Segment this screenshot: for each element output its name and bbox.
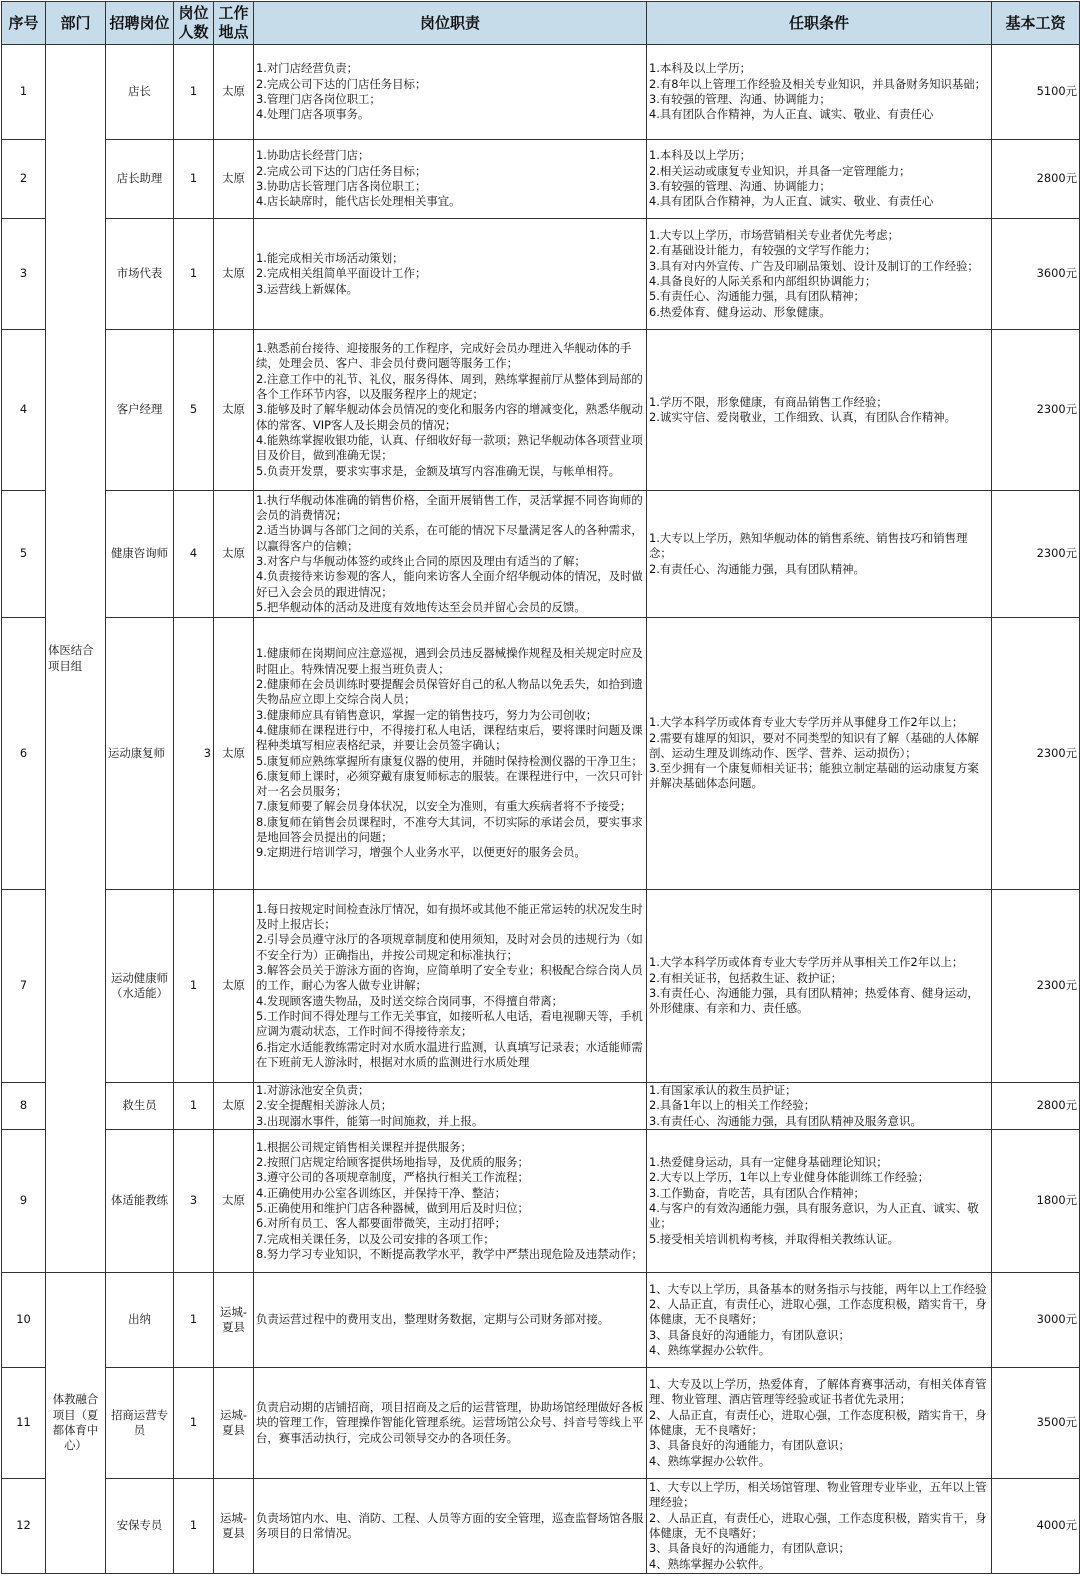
requirement-line: 2、人品正直，有责任心，进取心强，工作态度积极，踏实肯干，身体健康，无不良嗜好； [649, 1297, 987, 1327]
location-cell: 太原 [214, 219, 254, 330]
header-salary: 基本工资 [992, 2, 1080, 45]
duty-line: 9.定期进行培训学习，增强个人业务水平，以便更好的服务会员。 [256, 845, 586, 860]
header-position: 招聘岗位 [106, 2, 174, 45]
table-header-row [2, 2, 1080, 45]
requirement-line: 3.有责任心、沟通能力强，具有团队精神；热爱体育、健身运动，外形健康、有亲和力、责任感。 [649, 986, 979, 1016]
table-row [2, 330, 1080, 491]
requirement-line: 5.接受相关培训机构考核，并取得相关教练认证。 [649, 1231, 900, 1246]
requirements-cell [647, 1130, 992, 1273]
requirement-line: 4.与客户的有效沟通能力强，具有服务意识，为人正直、诚实、敬业； [649, 1201, 979, 1231]
location-cell: 太原 [214, 330, 254, 491]
requirements-cell [647, 1273, 992, 1368]
requirement-line: 2、人品正直，有责任心，进取心强，工作态度积极，踏实肯干，身体健康，无不良嗜好； [649, 1510, 987, 1540]
seq-cell: 3 [2, 219, 46, 330]
requirement-line: 1.本科及以上学历； [649, 148, 751, 163]
duty-line: 1.执行华舰动体准确的销售价格，全面开展销售工作，灵活掌握不同咨询师的会员的消费情况； [256, 492, 643, 523]
requirement-line: 4.具有团队合作精神，为人正直、诚实、敬业、有责任心 [649, 194, 934, 209]
requirement-line: 4.具备良好的人际关系和内部组织协调能力； [649, 274, 877, 288]
requirement-line: 1.大专以上学历，市场营销相关专业者优先考虑； [649, 228, 900, 243]
duty-line: 3.运营线上新媒体。 [256, 281, 358, 296]
table-row [2, 618, 1080, 890]
duty-line: 3.解答会员关于游泳方面的咨询，应简单明了安全专业；积极配合综合岗人员的工作，耐心为客人做专业讲解； [256, 963, 643, 993]
requirement-line: 3.有责任心、沟通能力强，具有团队精神及服务意识。 [649, 1113, 922, 1128]
duty-line: 6.对所有员工、客人都要面带微笑，主动打招呼； [256, 1216, 507, 1231]
requirement-line: 1、大专及以上学历，热爱体育，了解体育赛事活动，有相关体育管理、物业管理、酒店管理等经验或证书者优先录用； [649, 1377, 987, 1407]
table-row [2, 1273, 1080, 1368]
count-cell: 1 [174, 890, 214, 1083]
table-row [2, 1130, 1080, 1273]
table-row [2, 1083, 1080, 1130]
duty-line: 7.康复师要了解会员身体状况，以安全为准则，有重大疾病者将不予接受； [256, 799, 632, 814]
duty-line: 5.负责开发票，要求实事求是，金额及填写内容准确无误，与帐单相符。 [256, 463, 620, 478]
requirement-line: 2、人品正直，有责任心，进取心强，工作态度积极，踏实肯干，身体健康，无不良嗜好； [649, 1407, 987, 1437]
position-cell: 运动康复师 [106, 618, 174, 890]
salary-cell: 5100元 [992, 45, 1080, 140]
count-cell: 4 [174, 491, 214, 618]
seq-cell: 12 [2, 1479, 46, 1574]
duty-line: 4.健康师在课程进行中，不得接打私人电话，课程结束后，要将课时问题及课程种类填写相应表格纪录，并要让会员签字确认； [256, 722, 643, 753]
header-location: 工作地点 [214, 2, 254, 45]
count-cell: 1 [174, 140, 214, 219]
position-cell: 店长 [106, 45, 174, 140]
duty-line: 负责运营过程中的费用支出，整理财务数据，定期与公司财务部对接。 [256, 1312, 610, 1327]
table-row [2, 219, 1080, 330]
requirement-line: 2.有基础设计能力，有较强的文学写作能力； [649, 243, 877, 258]
requirement-line: 2.需要有雄厚的知识，要对不同类型的知识有了解（基础的人体解剖、运动生理及训练动作、医学、营养、运动损伤）； [649, 730, 979, 760]
duty-line: 1.对门店经营负责； [256, 61, 358, 76]
duties-cell [254, 330, 647, 491]
requirement-line: 3.有较强的管理、沟通、协调能力； [649, 92, 831, 106]
duties-cell [254, 890, 647, 1083]
header-dept: 部门 [46, 2, 106, 45]
location-cell: 运城-夏县 [214, 1273, 254, 1368]
location-cell: 太原 [214, 491, 254, 618]
duties-cell [254, 1083, 647, 1130]
requirement-line: 2.有相关证书，包括救生证、救护证； [649, 970, 843, 985]
recruitment-table [1, 1, 1080, 1574]
duty-line: 1.熟悉前台接待、迎接服务的工作程序，完成好会员办理进入华舰动体的手续，处理会员、客户、非会员付费问题等服务工作； [256, 341, 632, 371]
requirement-line: 2.诚实守信、爱岗敬业，工作细致、认真，有团队合作精神。 [649, 410, 957, 424]
requirement-line: 4、熟练掌握办公软件。 [649, 1556, 771, 1571]
table-row [2, 890, 1080, 1083]
location-cell: 太原 [214, 45, 254, 140]
table-row [2, 491, 1080, 618]
duty-line: 7.完成相关课任务，以及公司安排的各项工作； [256, 1231, 495, 1246]
salary-cell: 2300元 [992, 618, 1080, 890]
requirement-line: 3.工作勤奋，肯吃苦，具有团队合作精神； [649, 1185, 865, 1200]
requirements-cell [647, 330, 992, 491]
requirement-line: 1.热爱健身运动，具有一定健身基础理论知识； [649, 1155, 888, 1170]
duty-line: 6.指定水适能教练需定时对水质水温进行监测，认真填写记录表；水适能师需在下班前无人游泳时，根据对水质的监测进行水质处理 [256, 1039, 643, 1069]
salary-cell: 2300元 [992, 890, 1080, 1083]
requirement-line: 1.有国家承认的救生员护证； [649, 1083, 797, 1098]
duty-line: 4.正确使用办公室各训练区，并保持干净、整洁； [256, 1185, 507, 1200]
seq-cell: 11 [2, 1368, 46, 1479]
salary-cell: 3500元 [992, 1368, 1080, 1479]
position-cell: 出纳 [106, 1273, 174, 1368]
duties-cell [254, 618, 647, 890]
seq-cell: 8 [2, 1083, 46, 1130]
salary-cell: 2300元 [992, 491, 1080, 618]
seq-cell: 1 [2, 45, 46, 140]
duty-line: 5.正确使用和维护门店各种器械，做到用后及时归位； [256, 1201, 529, 1215]
count-cell: 1 [174, 1083, 214, 1130]
requirements-cell [647, 890, 992, 1083]
header-requirements: 任职条件 [647, 2, 992, 45]
location-cell: 太原 [214, 618, 254, 890]
header-count: 岗位人数 [174, 2, 214, 45]
location-cell: 运城-夏县 [214, 1479, 254, 1574]
location-cell: 太原 [214, 140, 254, 219]
requirement-line: 1.本科及以上学历； [649, 61, 751, 76]
table-row [2, 140, 1080, 219]
duty-line: 2.完成公司下达的门店任务目标； [256, 76, 427, 91]
salary-cell: 2300元 [992, 330, 1080, 491]
duty-line: 2.适当协调与各部门之间的关系，在可能的情况下尽量满足客人的各种需求，以赢得客户的信赖； [256, 523, 643, 553]
location-cell: 太原 [214, 1130, 254, 1273]
requirement-line: 3.具有对内外宣传、广告及印刷品策划、设计及制订的工作经验； [649, 258, 979, 273]
salary-cell: 2800元 [992, 140, 1080, 219]
duty-line: 4.处理门店各项事务。 [256, 107, 370, 122]
duty-line: 2.按照门店规定给顾客提供场地指导，及优质的服务； [256, 1155, 529, 1170]
requirement-line: 2.具备1年以上的相关工作经验； [649, 1098, 816, 1113]
duty-line: 负责启动期的店铺招商，项目招商及之后的运营管理，协助场馆经理做好各板块的管理工作，管理操作智能化管理系统。运营场馆公众号、抖音号等线上平台，赛事活动执行，完成公司领导交办的各项任务。 [256, 1400, 644, 1445]
salary-cell: 3600元 [992, 219, 1080, 330]
requirement-line: 5.有责任心、沟通能力强，具有团队精神； [649, 289, 865, 304]
duty-line: 4.发现顾客遗失物品，及时送交综合岗同事，不得擅自带离； [256, 993, 564, 1008]
requirements-cell [647, 491, 992, 618]
requirements-cell [647, 45, 992, 140]
count-cell: 1 [174, 1273, 214, 1368]
requirements-cell [647, 140, 992, 219]
duty-line: 3.能够及时了解华舰动体会员情况的变化和服务内容的增减变化，熟悉华舰动体的常客、VIP客人及长期会员的情况； [256, 402, 643, 432]
seq-cell: 10 [2, 1273, 46, 1368]
position-cell: 市场代表 [106, 219, 174, 330]
seq-cell: 2 [2, 140, 46, 219]
seq-cell: 7 [2, 890, 46, 1083]
dept-cell: 体教融合项目（夏都体育中心） [46, 1273, 106, 1574]
duty-line: 2.完成相关组简单平面设计工作； [256, 266, 427, 281]
requirement-line: 2.相关运动或康复专业知识，并具备一定管理能力； [649, 163, 911, 178]
table-row [2, 1368, 1080, 1479]
requirement-line: 3.至少拥有一个康复师相关证书；能独立制定基础的运动康复方案并解决基础体态问题。 [649, 761, 979, 791]
requirement-line: 3、具备良好的沟通能力，有团队意识； [649, 1438, 850, 1453]
duty-line: 5.康复师应熟练掌握所有康复仪器的使用，并随时保持检测仪器的干净卫生； [256, 753, 643, 768]
position-cell: 体适能教练 [106, 1130, 174, 1273]
count-cell: 1 [174, 219, 214, 330]
position-cell: 安保专员 [106, 1479, 174, 1574]
duty-line: 8.努力学习专业知识，不断提高教学水平，教学中严禁出现危险及违禁动作； [256, 1246, 643, 1261]
seq-cell: 4 [2, 330, 46, 491]
duty-line: 2.注意工作中的礼节、礼仪，服务得体、周到，熟练掌握前厅从整体到局部的各个工作环节内容，以及服务程序上的规定； [256, 371, 643, 402]
table-row [2, 45, 1080, 140]
duties-cell [254, 1368, 647, 1479]
salary-cell: 3000元 [992, 1273, 1080, 1368]
duty-line: 3.遵守公司的各项规章制度，严格执行相关工作流程； [256, 1170, 529, 1185]
requirement-line: 3、具备良好的沟通能力，有团队意识； [649, 1327, 850, 1342]
header-duties: 岗位职责 [254, 2, 647, 45]
position-cell: 运动健康师（水适能） [106, 890, 174, 1083]
location-cell: 太原 [214, 1083, 254, 1130]
duty-line: 4.负责接待来访参观的客人，能向来访客人全面介绍华舰动体的情况，及时做好已入会会员的跟进情况； [256, 569, 643, 599]
duty-line: 1.健康师在岗期间应注意巡视，遇到会员违反器械操作规程及相关规定时应及时阻止。特殊情况要上报当班负责人； [256, 646, 643, 676]
duty-line: 4.能熟练掌握收银功能，认真、仔细收好每一款项；熟记华舰动体各项营业项目及价目，做到准确无误； [256, 432, 643, 463]
duty-line: 1.能完成相关市场活动策划； [256, 251, 404, 266]
duty-line: 3.管理门店各岗位职工； [256, 92, 381, 106]
requirement-line: 1、大专以上学历，具备基本的财务指示与技能，两年以上工作经验 [649, 1281, 987, 1296]
dept-cell: 体医结合项目组 [46, 45, 106, 1273]
duty-line: 3.出现溺水事件，能第一时间施救，并上报。 [256, 1113, 484, 1128]
requirements-cell [647, 1083, 992, 1130]
position-cell: 救生员 [106, 1083, 174, 1130]
requirement-line: 1.大学本科学历或体育专业大专学历并从事相关工作2年以上； [649, 955, 964, 970]
duties-cell [254, 1479, 647, 1574]
duty-line: 2.安全提醒相关游泳人员； [256, 1098, 393, 1113]
requirement-line: 2.有责任心、沟通能力强，具有团队精神。 [649, 561, 865, 576]
requirement-line: 4、熟练掌握办公软件。 [649, 1342, 771, 1357]
salary-cell: 4000元 [992, 1479, 1080, 1574]
duty-line: 2.完成公司下达的门店任务目标； [256, 163, 427, 178]
duty-line: 3.协助店长管理门店各岗位职工； [256, 179, 427, 193]
salary-cell: 2800元 [992, 1083, 1080, 1130]
duties-cell [254, 491, 647, 618]
requirements-cell [647, 1368, 992, 1479]
position-cell: 店长助理 [106, 140, 174, 219]
duty-line: 负责场馆内水、电、消防、工程、人员等方面的安全管理，巡查监督场馆各服务项目的日常情况。 [256, 1510, 644, 1540]
requirement-line: 1、大专以上学历，相关场馆管理、物业管理专业毕业，五年以上管理经验； [649, 1480, 987, 1510]
location-cell: 运城-夏县 [214, 1368, 254, 1479]
position-cell: 客户经理 [106, 330, 174, 491]
duty-line: 1.对游泳池安全负责； [256, 1083, 370, 1098]
duty-line: 2.引导会员遵守泳厅的各项规章制度和使用须知，及时对会员的违规行为（如不安全行为）正确指出，并按公司规定和标准执行； [256, 932, 643, 962]
duties-cell [254, 1130, 647, 1273]
duties-cell [254, 140, 647, 219]
header-seq: 序号 [2, 2, 46, 45]
requirements-cell [647, 219, 992, 330]
requirement-line: 2.有8年以上管理工作经验及相关专业知识，并具备财务知识基础； [649, 76, 987, 91]
count-cell: 5 [174, 330, 214, 491]
count-cell: 1 [174, 1368, 214, 1479]
duties-cell [254, 45, 647, 140]
duty-line: 1.根据公司规定销售相关课程并提供服务； [256, 1139, 472, 1154]
duty-line: 3.对客户与华舰动体签约或终止合同的原因及理由有适当的了解； [256, 554, 586, 568]
duty-line: 5.把华舰动体的活动及进度有效地传达至会员并留心会员的反馈。 [256, 599, 586, 614]
duty-line: 8.康复师在销售会员课程时，不准夸大其词，不切实际的承诺会员，要实事求是地回答会员提出的问题； [256, 814, 643, 844]
requirement-line: 1.学历不限，形象健康，有商品销售工作经验； [649, 394, 888, 409]
seq-cell: 9 [2, 1130, 46, 1273]
requirement-line: 3.有较强的管理、沟通、协调能力； [649, 179, 831, 193]
requirements-cell [647, 1479, 992, 1574]
requirement-line: 2.大专以上学历，1年以上专业健身体能训练工作经验； [649, 1170, 930, 1185]
requirements-cell [647, 618, 992, 890]
requirement-line: 6.热爱体育、健身运动、形象健康。 [649, 304, 831, 319]
count-cell: 1 [174, 1479, 214, 1574]
duty-line: 1.协助店长经营门店； [256, 148, 370, 163]
requirement-line: 1.大专以上学历，熟知华舰动体的销售系统、销售技巧和销售理念； [649, 531, 968, 561]
duties-cell [254, 1273, 647, 1368]
requirement-line: 4、熟练掌握办公软件。 [649, 1453, 771, 1468]
duty-line: 2.健康师在会员训练时要提醒会员保管好自己的私人物品以免丢失，如拾到遗失物品应立即上交综合岗人员； [256, 677, 643, 707]
requirement-line: 4.具有团队合作精神，为人正直、诚实、敬业、有责任心 [649, 107, 934, 122]
count-cell: 3 [174, 1130, 214, 1273]
count-cell: 3 [174, 618, 214, 890]
seq-cell: 5 [2, 491, 46, 618]
duty-line: 5.工作时间不得处理与工作无关事宜，如接听私人电话，看电视聊天等，手机应调为震动状态，工作时间不得接待亲友； [256, 1008, 643, 1039]
duties-cell [254, 219, 647, 330]
count-cell: 1 [174, 45, 214, 140]
location-cell: 太原 [214, 890, 254, 1083]
requirement-line: 1.大学本科学历或体育专业大专学历并从事健身工作2年以上； [649, 715, 964, 730]
duty-line: 3.健康师应具有销售意识，掌握一定的销售技巧，努力为公司创收； [256, 707, 598, 722]
duty-line: 1.每日按规定时间检查泳厅情况，如有损坏或其他不能正常运转的状况发生时及时上报店长； [256, 901, 643, 932]
salary-cell: 1800元 [992, 1130, 1080, 1273]
table-row [2, 1479, 1080, 1574]
seq-cell: 6 [2, 618, 46, 890]
duty-line: 4.店长缺席时，能代店长处理相关事宜。 [256, 194, 461, 209]
position-cell: 招商运营专员 [106, 1368, 174, 1479]
position-cell: 健康咨询师 [106, 491, 174, 618]
duty-line: 6.康复师上课时，必须穿戴有康复师标志的服装。在课程进行中，一次只可针对一名会员服务； [256, 768, 643, 799]
requirement-line: 3、具备良好的沟通能力，有团队意识； [649, 1541, 850, 1556]
